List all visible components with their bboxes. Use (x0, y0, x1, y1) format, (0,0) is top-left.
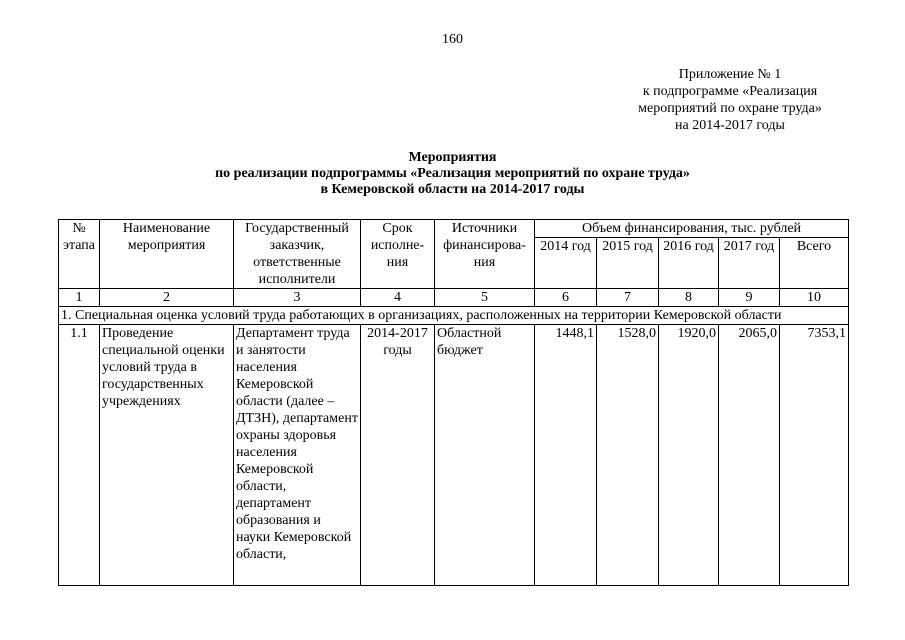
row-term: 2014-2017 годы (361, 325, 435, 586)
table-row (59, 325, 849, 586)
appendix-line-1: Приложение № 1 (678, 67, 782, 82)
row-customer: Департамент труда и занятости населения Кемеровской области (далее – ДТЗН), департамент охраны здоровья населения Кемеровской области, департамент образования и науки Кемеровской области, (234, 325, 361, 586)
row-2015: 1528,0 (597, 325, 659, 586)
appendix-note (600, 66, 860, 134)
header-stage: № этапа (59, 220, 100, 289)
document-title (0, 150, 905, 198)
activities-table (58, 219, 849, 586)
header-2014: 2014 год (535, 238, 597, 289)
column-number: 10 (780, 289, 849, 307)
column-number: 4 (361, 289, 435, 307)
row-stage: 1.1 (59, 325, 100, 586)
column-number: 2 (100, 289, 234, 307)
header-2016: 2016 год (659, 238, 719, 289)
section-title: 1. Специальная оценка условий труда работающих в организациях, расположенных на территории Кемеровской области (59, 307, 849, 325)
row-2017: 2065,0 (719, 325, 780, 586)
column-number: 7 (597, 289, 659, 307)
header-total: Всего (780, 238, 849, 289)
column-number: 6 (535, 289, 597, 307)
title-line-2: по реализации подпрограммы «Реализация мероприятий по охране труда» (215, 166, 690, 181)
header-financing: Объем финансирования, тыс. рублей (535, 220, 849, 238)
row-name: Проведение специальной оценки условий труда в государственных учреждениях (100, 325, 234, 586)
column-number: 8 (659, 289, 719, 307)
header-term: Срок исполне-ния (361, 220, 435, 289)
header-2015: 2015 год (597, 238, 659, 289)
column-number: 1 (59, 289, 100, 307)
page-number: 160 (442, 32, 463, 47)
header-customer: Государственный заказчик, ответственные исполнители (234, 220, 361, 289)
title-line-3: в Кемеровской области на 2014-2017 годы (320, 182, 585, 197)
row-total: 7353,1 (780, 325, 849, 586)
appendix-line-2: к подпрограмме «Реализация (642, 84, 818, 99)
row-source: Областной бюджет (435, 325, 535, 586)
header-2017: 2017 год (719, 238, 780, 289)
header-name: Наименование мероприятия (100, 220, 234, 289)
column-number-row (59, 289, 849, 307)
column-number: 3 (234, 289, 361, 307)
title-line-1: Мероприятия (408, 150, 497, 165)
column-number: 9 (719, 289, 780, 307)
appendix-line-3: мероприятий по охране труда» (638, 101, 822, 116)
header-row (59, 220, 849, 238)
header-sources: Источники финансирова-ния (435, 220, 535, 289)
row-2014: 1448,1 (535, 325, 597, 586)
appendix-line-4: на 2014-2017 годы (675, 118, 785, 133)
section-row (59, 307, 849, 325)
column-number: 5 (435, 289, 535, 307)
row-2016: 1920,0 (659, 325, 719, 586)
